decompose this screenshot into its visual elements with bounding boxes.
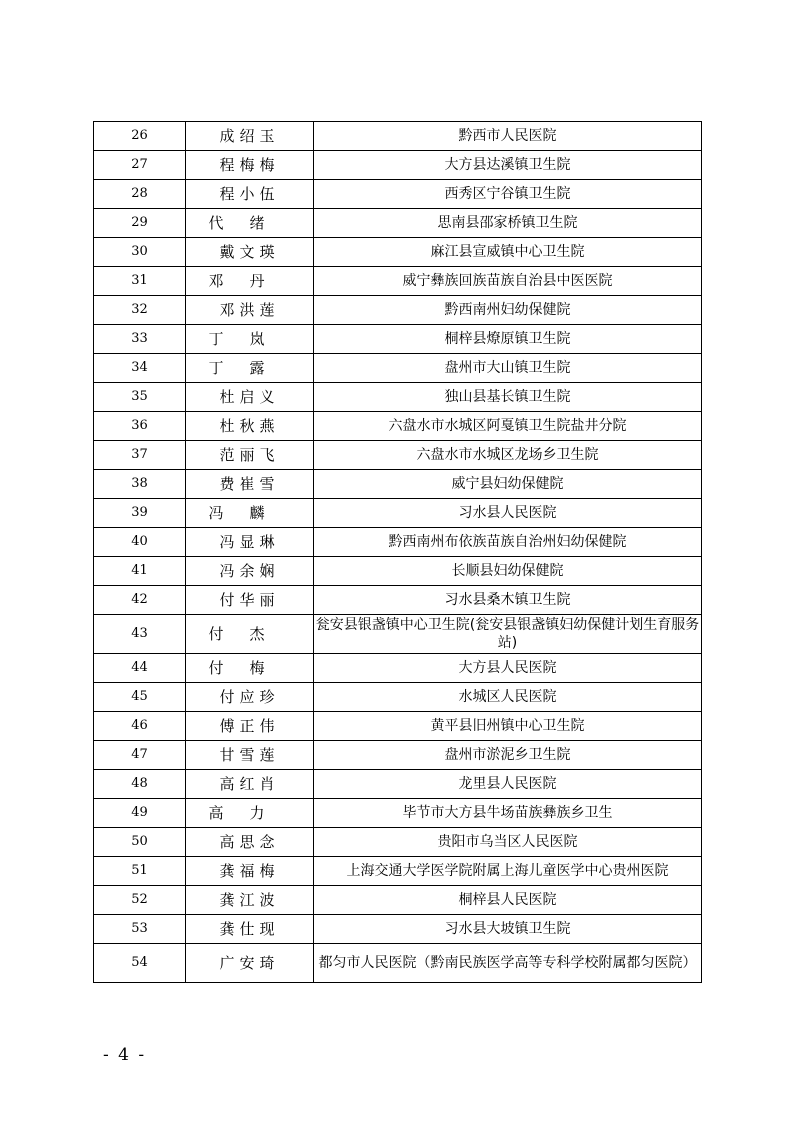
table-row xyxy=(94,267,702,296)
table-row xyxy=(94,238,702,267)
work-unit-cell: 长顺县妇幼保健院 xyxy=(314,557,702,586)
person-name-cell: 杜启义 xyxy=(186,383,314,412)
work-unit-cell: 黔西南州布依族苗族自治州妇幼保健院 xyxy=(314,528,702,557)
table-row xyxy=(94,857,702,886)
row-number-cell: 53 xyxy=(94,915,186,944)
work-unit-cell: 西秀区宁谷镇卫生院 xyxy=(314,180,702,209)
row-number-cell: 46 xyxy=(94,712,186,741)
table-row xyxy=(94,151,702,180)
person-name-cell: 代绪 xyxy=(186,209,314,238)
row-number-cell: 33 xyxy=(94,325,186,354)
work-unit-cell: 习水县人民医院 xyxy=(314,499,702,528)
table-row xyxy=(94,441,702,470)
page-number: - 4 - xyxy=(103,1045,147,1065)
table-row xyxy=(94,412,702,441)
work-unit-cell: 毕节市大方县牛场苗族彝族乡卫生 xyxy=(314,799,702,828)
person-name-cell: 付梅 xyxy=(186,654,314,683)
table-row xyxy=(94,712,702,741)
table-row xyxy=(94,122,702,151)
person-name-cell: 龚仕现 xyxy=(186,915,314,944)
person-name-cell: 高红肖 xyxy=(186,770,314,799)
work-unit-cell: 大方县达溪镇卫生院 xyxy=(314,151,702,180)
row-number-cell: 27 xyxy=(94,151,186,180)
person-name-cell: 冯麟 xyxy=(186,499,314,528)
row-number-cell: 39 xyxy=(94,499,186,528)
row-number-cell: 38 xyxy=(94,470,186,499)
work-unit-cell: 贵阳市乌当区人民医院 xyxy=(314,828,702,857)
person-name-cell: 付应珍 xyxy=(186,683,314,712)
table-row xyxy=(94,557,702,586)
row-number-cell: 54 xyxy=(94,944,186,983)
work-unit-cell: 威宁彝族回族苗族自治县中医医院 xyxy=(314,267,702,296)
person-name-cell: 龚福梅 xyxy=(186,857,314,886)
row-number-cell: 26 xyxy=(94,122,186,151)
person-name-cell: 程梅梅 xyxy=(186,151,314,180)
work-unit-cell: 大方县人民医院 xyxy=(314,654,702,683)
table-row xyxy=(94,296,702,325)
person-name-cell: 戴文瑛 xyxy=(186,238,314,267)
work-unit-cell: 都匀市人民医院（黔南民族医学高等专科学校附属都匀医院） xyxy=(314,944,702,983)
person-name-cell: 程小伍 xyxy=(186,180,314,209)
person-name-cell: 丁露 xyxy=(186,354,314,383)
work-unit-cell: 水城区人民医院 xyxy=(314,683,702,712)
person-name-cell: 丁岚 xyxy=(186,325,314,354)
work-unit-cell: 六盘水市水城区阿戛镇卫生院盐井分院 xyxy=(314,412,702,441)
table-row xyxy=(94,915,702,944)
person-name-cell: 费崔雪 xyxy=(186,470,314,499)
person-name-cell: 邓丹 xyxy=(186,267,314,296)
table-row xyxy=(94,354,702,383)
row-number-cell: 51 xyxy=(94,857,186,886)
table-row xyxy=(94,654,702,683)
person-name-cell: 付华丽 xyxy=(186,586,314,615)
table-row xyxy=(94,383,702,412)
work-unit-cell: 瓮安县银盏镇中心卫生院(瓮安县银盏镇妇幼保健计划生育服务站) xyxy=(314,615,702,654)
table-row xyxy=(94,470,702,499)
work-unit-cell: 威宁县妇幼保健院 xyxy=(314,470,702,499)
row-number-cell: 52 xyxy=(94,886,186,915)
person-name-cell: 邓洪莲 xyxy=(186,296,314,325)
table-row xyxy=(94,683,702,712)
row-number-cell: 50 xyxy=(94,828,186,857)
row-number-cell: 48 xyxy=(94,770,186,799)
work-unit-cell: 盘州市大山镇卫生院 xyxy=(314,354,702,383)
person-name-cell: 高思念 xyxy=(186,828,314,857)
work-unit-cell: 黄平县旧州镇中心卫生院 xyxy=(314,712,702,741)
person-name-cell: 广安琦 xyxy=(186,944,314,983)
work-unit-cell: 桐梓县燎原镇卫生院 xyxy=(314,325,702,354)
row-number-cell: 37 xyxy=(94,441,186,470)
table-row xyxy=(94,528,702,557)
row-number-cell: 34 xyxy=(94,354,186,383)
table-row xyxy=(94,799,702,828)
person-name-cell: 冯显琳 xyxy=(186,528,314,557)
row-number-cell: 29 xyxy=(94,209,186,238)
table-row xyxy=(94,828,702,857)
row-number-cell: 30 xyxy=(94,238,186,267)
person-name-cell: 付杰 xyxy=(186,615,314,654)
work-unit-cell: 龙里县人民医院 xyxy=(314,770,702,799)
row-number-cell: 44 xyxy=(94,654,186,683)
table-row xyxy=(94,770,702,799)
work-unit-cell: 盘州市淤泥乡卫生院 xyxy=(314,741,702,770)
row-number-cell: 47 xyxy=(94,741,186,770)
row-number-cell: 43 xyxy=(94,615,186,654)
row-number-cell: 28 xyxy=(94,180,186,209)
work-unit-cell: 习水县桑木镇卫生院 xyxy=(314,586,702,615)
person-name-cell: 甘雪莲 xyxy=(186,741,314,770)
person-name-cell: 范丽飞 xyxy=(186,441,314,470)
table-row xyxy=(94,586,702,615)
table-row xyxy=(94,615,702,654)
person-name-cell: 傅正伟 xyxy=(186,712,314,741)
work-unit-cell: 六盘水市水城区龙场乡卫生院 xyxy=(314,441,702,470)
row-number-cell: 36 xyxy=(94,412,186,441)
person-name-cell: 龚江波 xyxy=(186,886,314,915)
table-row xyxy=(94,886,702,915)
work-unit-cell: 黔西南州妇幼保健院 xyxy=(314,296,702,325)
roster-body xyxy=(94,122,702,983)
table-row xyxy=(94,209,702,238)
work-unit-cell: 黔西市人民医院 xyxy=(314,122,702,151)
work-unit-cell: 思南县邵家桥镇卫生院 xyxy=(314,209,702,238)
row-number-cell: 35 xyxy=(94,383,186,412)
person-name-cell: 冯余娴 xyxy=(186,557,314,586)
work-unit-cell: 独山县基长镇卫生院 xyxy=(314,383,702,412)
person-name-cell: 杜秋燕 xyxy=(186,412,314,441)
table-row xyxy=(94,180,702,209)
row-number-cell: 41 xyxy=(94,557,186,586)
work-unit-cell: 麻江县宣威镇中心卫生院 xyxy=(314,238,702,267)
row-number-cell: 40 xyxy=(94,528,186,557)
work-unit-cell: 习水县大坡镇卫生院 xyxy=(314,915,702,944)
table-row xyxy=(94,944,702,983)
work-unit-cell: 桐梓县人民医院 xyxy=(314,886,702,915)
row-number-cell: 31 xyxy=(94,267,186,296)
row-number-cell: 32 xyxy=(94,296,186,325)
table-row xyxy=(94,325,702,354)
work-unit-cell: 上海交通大学医学院附属上海儿童医学中心贵州医院 xyxy=(314,857,702,886)
roster-table xyxy=(93,121,702,983)
table-row xyxy=(94,499,702,528)
person-name-cell: 高力 xyxy=(186,799,314,828)
row-number-cell: 49 xyxy=(94,799,186,828)
row-number-cell: 45 xyxy=(94,683,186,712)
person-name-cell: 成绍玉 xyxy=(186,122,314,151)
row-number-cell: 42 xyxy=(94,586,186,615)
table-row xyxy=(94,741,702,770)
